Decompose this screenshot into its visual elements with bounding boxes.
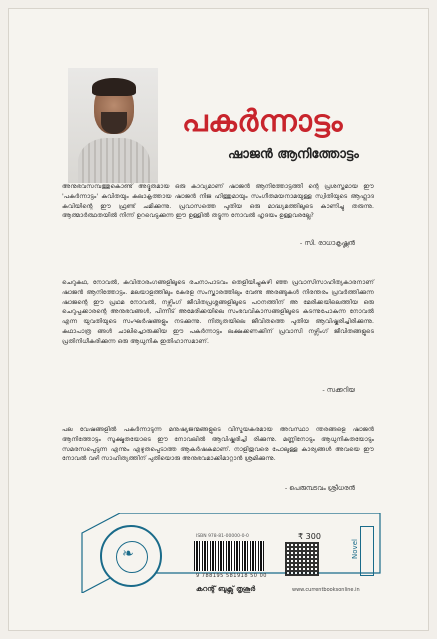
blurb-1-text: അനുഭവസമ്പത്തുകൊണ്ട് അദ്ഭുതമായ ഒരു കാവ്യമാണ് ഷാജൻ ആനിത്തോട്ടത്തി ന്റെ പ്രശസ്തമായ ഈ 'പകർന്നാട്ടം' കവിതയും കലാകൃത്തായ ഷാജൻ നിജ ഹിത്തുമായും സംഗീതമയനാമയുള്ള സ്വിതിയുടെ ആഹ്ലാദ കവിയിന്റെ ഈ ഫ്രണ്ട് ചമിക്കുന്നു. പ്രവാസത്തെ പുതിയ ഒരു മാദ്ധ്യമത്തിലൂടെ കാണിച്ചു തരുന്നു. ആത്മാർത്ഥതയിൽ നിന്ന് ഉറവെടുക്കുന്ന ഈ ഉള്ളിൽ തട്ടുന്ന നോവൽ ഹൃദയം ഉള്ളവരല്ലേ? [62, 183, 374, 220]
book-title: പകർന്നാട്ടം [182, 104, 343, 139]
publisher-website: www.currentbooksonline.in [292, 587, 360, 593]
publisher-name: കറന്റ് ബുക്സ് തൃശൂർ [196, 585, 256, 593]
genre-tag [350, 526, 374, 576]
barcode [194, 541, 264, 571]
isbn-text: ISBN 978-81-00000-0-0 [196, 534, 249, 539]
publisher-logo [100, 525, 162, 587]
author-photo-hair [92, 78, 136, 96]
author-photo [68, 68, 158, 183]
author-photo-shirt [78, 138, 150, 183]
blurb-3-text: പല വേഷങ്ങളിൽ പകർന്നാടുന്ന മനുഷ്യജന്മങ്ങളുടെ വിസ്മയകരമായ അവസ്ഥാ ന്തരങ്ങളെ ഷാജൻ ആനിത്തോട്ടം സൂക്ഷ്മതയോടെ ഈ നോവലിൽ ആവിഷ്കരിച്ചി രിക്കുന്നു. മണ്ണിനോടും ആധുനികതയോടും സമരസപ്പെടുന്ന എന്നും എഴുതപ്പെടാത്ത ആകർഷകമാണ്. നാളിതുവരെ പോലുള്ള കാര്യങ്ങൾ അവയെ ഈ നോവൽ വഴി സാഹിത്യത്തിന് പുതിയൊരു അനുഭവമാക്കിമാറ്റാൻ ശ്രമിക്കുന്നു. [62, 426, 374, 463]
qr-code [285, 542, 319, 576]
price-label: ₹ 300 [298, 532, 321, 541]
bird-icon: ❧ [122, 546, 134, 562]
blurb-2-signature: - സക്കറിയ [322, 386, 355, 394]
blurb-2-text: ചെറുകഥ, നോവൽ, കവിതാരംഗങ്ങളിലൂടെ രചനാപാടവം തെളിയിച്ചുകഴി ഞ്ഞ പ്രവാസിസാഹിത്യകാരനാണ് ഷാജൻ ആനിത്തോട്ടം. മലയാളത്തിലും കേരള സംസ്കാരത്തിലും വേണ്ട അരങ്ങുകൾ നിരന്തരം പ്രവർത്തിക്കുന്ന ഷാജന്റെ ഈ പ്രഥമ നോവൽ, നഴ്സിംഗ് ജീവിതപ്രശ്നങ്ങളിലൂടെ പഠനത്തിന് അ മേരിക്കയിലെത്തിയ ഒരു ചെറുപ്പക്കാരന്റെ അനുഭവങ്ങൾ, പിന്നീട് അമേരിക്കയിലെ സംഭവവികാസങ്ങളിലൂടെ കടന്നുപോകുന്ന നോവൽ എന്ന യുവതിയുടെ സംഘർഷങ്ങളും നടക്കുന്നു. നിത്യതയിലെ ജീവിതത്തെ പുതിയ ആവിഷ്കരിച്ചിരിക്കുന്നു. കഥാപാത്ര ങ്ങൾ ചാലിച്ചൊരുക്കിയ ഈ പകർന്നാട്ടം ലക്ഷക്കണക്കിന് പ്രവാസി നഴ്സിംഗ് ജീവിതങ്ങളുടെ പ്രതിനിധീകരിക്കുന്ന ഒരു ആധുനിക ഇതിഹാസമാണ്. [62, 279, 374, 345]
genre-tag-label: Novel [350, 539, 359, 559]
barcode-number: 9 788195 581918 50 00 [196, 573, 267, 579]
blurb-3-signature: - പെരുമ്പടവം ശ്രീധരൻ [284, 484, 355, 492]
author-photo-beard [101, 112, 127, 134]
author-name: ഷാജൻ ആനിത്തോട്ടം [228, 147, 359, 162]
blurb-1-signature: - സി. രാധാകൃഷ്ണൻ [299, 239, 355, 247]
